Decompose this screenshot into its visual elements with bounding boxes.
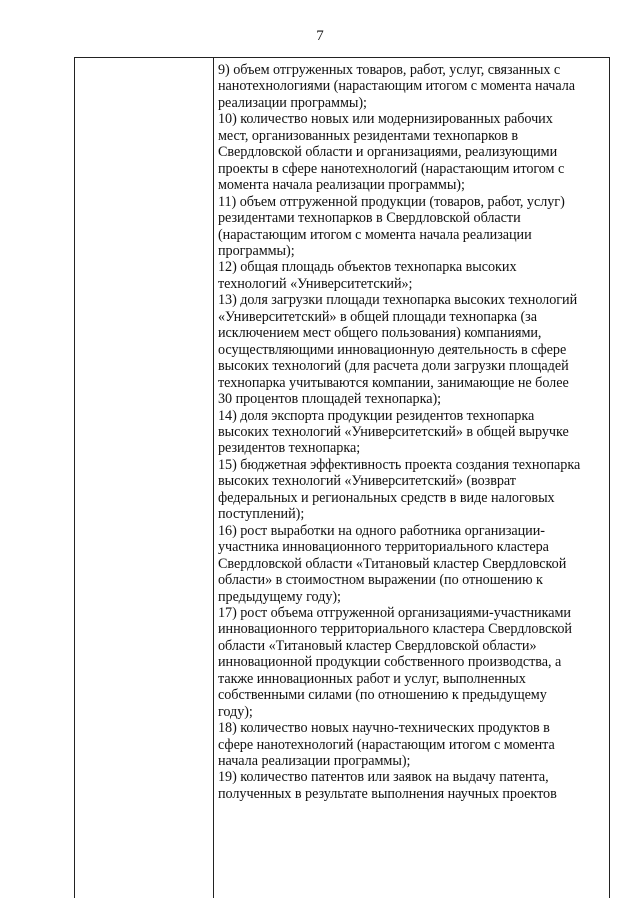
text-line: реализации программы); [218,94,367,111]
text-line: высоких технологий «Университетский» (возврат [218,473,516,490]
text-line: году); [218,703,253,720]
table-left-column [75,58,214,898]
list-item [218,194,606,260]
list-item [218,292,606,407]
text-line: исключением мест общего пользования) компаниями, [218,325,542,342]
text-line: резидентов технопарка; [218,440,361,457]
text-line: области «Титановый кластер Свердловской области» [218,637,537,654]
list-item [218,605,606,720]
text-line: поступлений); [218,506,305,523]
table-right-column [218,62,606,802]
text-line: сфере нанотехнологий (нарастающим итогом с момента [218,736,555,753]
text-line: 15) бюджетная эффективность проекта создания технопарка [218,456,581,473]
text-line: инновационного территориального кластера Свердловской [218,621,572,638]
text-line: также инновационных работ и услуг, выполненных [218,670,526,687]
text-line: 13) доля загрузки площади технопарка высоких технологий [218,292,578,309]
text-line: 14) доля экспорта продукции резидентов технопарка [218,407,535,424]
text-line: 12) общая площадь объектов технопарка высоких [218,259,517,276]
text-line: 11) объем отгруженной продукции (товаров, работ, услуг) [218,193,565,210]
list-item [218,62,606,111]
text-line: инновационной продукции собственного производства, а [218,654,562,671]
text-line: (нарастающим итогом с момента начала реализации [218,226,532,243]
text-line: полученных в результате выполнения научных проектов [218,785,557,802]
list-item [218,259,606,292]
text-line: Свердловской области «Титановый кластер Свердловской [218,555,567,572]
list-item [218,720,606,769]
text-line: технологий «Университетский»; [218,275,413,292]
text-line: проекты в сфере нанотехнологий (нарастающим итогом с [218,160,565,177]
text-line: участника инновационного территориального кластера [218,539,549,556]
text-line: 17) рост объема отгруженной организациями-участниками [218,604,571,621]
page-number: 7 [316,28,324,44]
text-line: области» в стоимостном выражении (по отношению к [218,572,543,589]
text-line: программы); [218,242,295,259]
list-item [218,111,606,193]
text-line: резидентами технопарков в Свердловской области [218,210,521,227]
list-item [218,769,606,802]
text-line: 18) количество новых научно-технических продуктов в [218,720,550,737]
text-line: высоких технологий «Университетский» в общей выручке [218,423,569,440]
text-line: момента начала реализации программы); [218,177,465,194]
text-line: 19) количество патентов или заявок на выдачу патента, [218,769,549,786]
document-table [74,57,610,898]
text-line: федеральных и региональных средств в виде налоговых [218,489,555,506]
text-line: собственными силами (по отношению к предыдущему [218,687,547,704]
text-line: технопарка учитываются компании, занимающие не более [218,374,569,391]
text-line: мест, организованных резидентами технопарков в [218,127,519,144]
text-line: «Университетский» в общей площади технопарка (за [218,308,537,325]
list-item [218,523,606,605]
text-line: 9) объем отгруженных товаров, работ, услуг, связанных с [218,62,561,78]
text-line: 10) количество новых или модернизированных рабочих [218,111,553,128]
text-line: нанотехнологиями (нарастающим итогом с момента начала [218,78,575,95]
text-line: 16) рост выработки на одного работника организации- [218,522,545,539]
list-item [218,457,606,523]
list-item [218,408,606,457]
text-line: начала реализации программы); [218,753,411,770]
text-line: 30 процентов площадей технопарка); [218,391,442,408]
text-line: предыдущему году); [218,588,341,605]
text-line: Свердловской области и организациями, реализующими [218,144,558,161]
text-line: осуществляющими инновационную деятельность в сфере [218,341,567,358]
text-line: высоких технологий (для расчета доли загрузки площадей [218,358,569,375]
